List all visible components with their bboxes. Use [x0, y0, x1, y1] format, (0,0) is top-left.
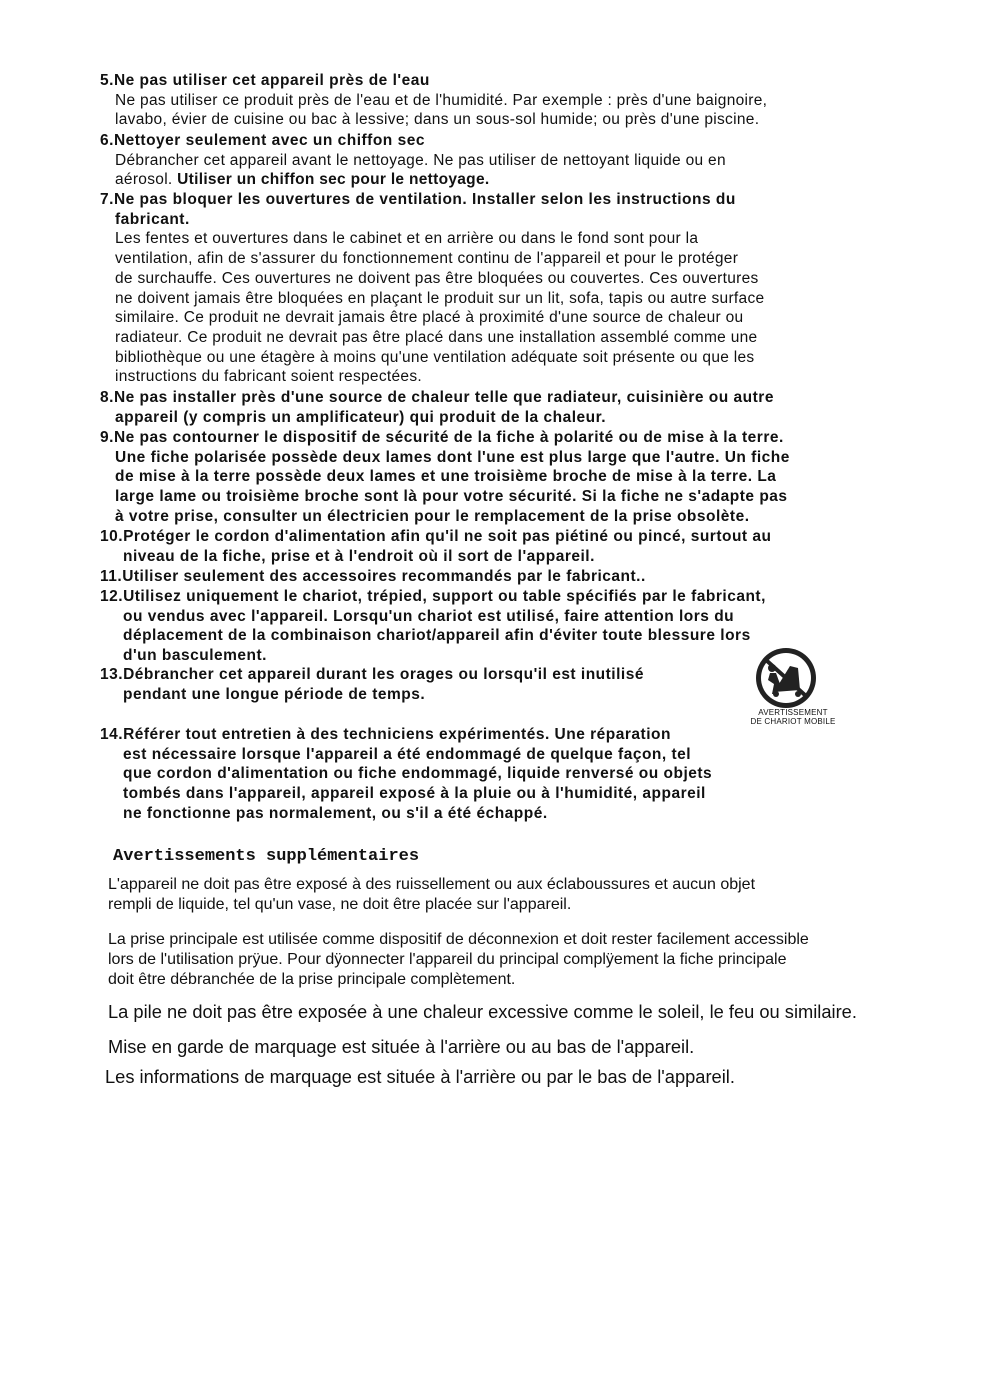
item-title: Ne pas bloquer les ouvertures de ventilation. Installer selon les instructions du: [113, 191, 736, 208]
item-body-emphasis: Utiliser un chiffon sec pour le nettoyage.: [177, 171, 490, 189]
safety-item-9: [100, 428, 850, 527]
no-cart-tipover-icon: [754, 646, 818, 710]
item-title: Débrancher cet appareil durant les orages ou lorsqu'il est inutilisé: [123, 666, 644, 683]
item-title: Utiliser seulement des accessoires recommandés par le fabricant..: [122, 568, 646, 585]
safety-item-13: [100, 665, 850, 704]
item-title-continuation: pendant une longue période de temps.: [123, 685, 426, 703]
item-heading: [100, 428, 850, 448]
item-title: Nettoyer seulement avec un chiffon sec: [113, 132, 425, 149]
item-heading: [100, 527, 850, 547]
item-heading: [100, 71, 850, 91]
item-number: 14.: [100, 726, 124, 743]
safety-item-8: [100, 388, 850, 427]
item-heading: [100, 190, 850, 210]
additional-warning-paragraph: Mise en garde de marquage est située à l'arrière ou au bas de l'appareil.: [108, 1036, 695, 1057]
item-title: Ne pas installer près d'une source de chaleur telle que radiateur, cuisinière ou autre: [113, 389, 774, 406]
item-number: 12.: [100, 588, 124, 605]
cart-warning-label: AVERTISSEMENT DE CHARIOT MOBILE: [750, 708, 836, 726]
item-number: 8.: [100, 389, 114, 406]
additional-warning-paragraph: L'appareil ne doit pas être exposé à des ruissellement ou aux éclaboussures et aucun objet rempli de liquide, tel qu'un vase, ne doit être placée sur l'appareil.: [108, 876, 756, 913]
item-body: Les fentes et ouvertures dans le cabinet et en arrière ou dans le fond sont pour la ventilation, afin de s'assurer du fonctionnement continu de l'appareil et pour le protéger de surchauffe. Ces ouvertures ne doivent pas être bloquées ou couvertes. Ces ouvertures ne doivent jamais être bloquées en plaçant le produit sur un lit, sofa, tapis ou autre surface similaire. Ce produit ne devrait jamais être placé à proximité d'une source de chaleur ou radiateur. Ce produit ne devrait pas être placé dans une installation assemblé comme une bibliothèque ou une étagère à moins qu'une ventilation adéquate soit présente ou que les instructions du fabricant soient respectées.: [115, 230, 765, 386]
safety-item-5: [100, 71, 850, 130]
additional-warning-paragraph: Les informations de marquage est située à l'arrière ou par le bas de l'appareil.: [105, 1066, 735, 1087]
section-title: Avertissements supplémentaires: [113, 847, 420, 866]
safety-item-12: [100, 587, 850, 666]
item-number: 9.: [100, 429, 114, 446]
item-title-continuation: appareil (y compris un amplificateur) qui produit de la chaleur.: [115, 408, 607, 426]
item-title-continuation: fabricant.: [115, 210, 190, 228]
safety-item-11: [100, 567, 850, 587]
item-heading: [100, 587, 850, 607]
item-number: 10.: [100, 528, 124, 545]
safety-item-10: [100, 527, 850, 566]
item-body: Ne pas utiliser ce produit près de l'eau et de l'humidité. Par exemple : près d'une baignoire, lavabo, évier de cuisine ou bac à lessive; dans un sous-sol humide; ou près d'une piscine.: [115, 91, 768, 129]
safety-item-14: [100, 725, 850, 824]
item-heading: [100, 665, 850, 685]
item-title: Protéger le cordon d'alimentation afin qu'il ne soit pas piétiné ou pincé, surtout au: [123, 528, 772, 545]
item-title: Référer tout entretien à des techniciens expérimentés. Une réparation: [123, 726, 671, 743]
item-number: 7.: [100, 191, 114, 208]
item-number: 5.: [100, 72, 114, 89]
item-number: 11.: [100, 568, 123, 585]
safety-item-6: [100, 131, 850, 190]
item-title-continuation: niveau de la fiche, prise et à l'endroit où il sort de l'appareil.: [123, 547, 595, 565]
item-title: Ne pas contourner le dispositif de sécurité de la fiche à polarité ou de mise à la terre.: [113, 429, 784, 446]
item-title-continuation: ou vendus avec l'appareil. Lorsqu'un chariot est utilisé, faire attention lors du déplacement de la combinaison chariot/appareil afin d'éviter toute blessure lors d'un basculement.: [123, 607, 751, 665]
item-number: 6.: [100, 132, 114, 149]
item-heading: [100, 131, 850, 151]
additional-warning-paragraph: La pile ne doit pas être exposée à une chaleur excessive comme le soleil, le feu ou similaire.: [108, 1001, 857, 1022]
item-body: Une fiche polarisée possède deux lames dont l'une est plus large que l'autre. Un fiche de mise à la terre possède deux lames et une troisième broche de mise à la terre. La large lame ou troisième broche sont là pour votre sécurité. Si la fiche ne s'adapte pas à votre prise, consulter un électricien pour le remplacement de la prise obsolète.: [115, 448, 790, 525]
item-body-text: Débrancher cet appareil avant le nettoyage. Ne pas utiliser de nettoyant liquide ou en aérosol.: [115, 151, 726, 189]
safety-item-7: [100, 190, 850, 387]
item-title-continuation: est nécessaire lorsque l'appareil a été endommagé de quelque façon, tel que cordon d'alimentation ou fiche endommagé, liquide renversé ou objets tombés dans l'appareil, appareil exposé à la pluie ou à l'humidité, appareil ne fonctionne pas normalement, ou s'il a été échappé.: [123, 745, 713, 822]
item-heading: [100, 567, 850, 587]
item-heading: [100, 388, 850, 408]
item-body: [100, 151, 850, 190]
additional-warning-paragraph: La prise principale est utilisée comme dispositif de déconnexion et doit rester facilement accessible lors de l'utilisation prÿue. Pour dÿonnecter l'appareil du principal complÿement la fiche principale doit être débranchée de la prise principale complètement.: [108, 931, 809, 988]
item-title: Ne pas utiliser cet appareil près de l'eau: [113, 72, 430, 89]
item-heading: [100, 725, 850, 745]
item-number: 13.: [100, 666, 124, 683]
item-title: Utilisez uniquement le chariot, trépied, support ou table spécifiés par le fabricant,: [123, 588, 766, 605]
